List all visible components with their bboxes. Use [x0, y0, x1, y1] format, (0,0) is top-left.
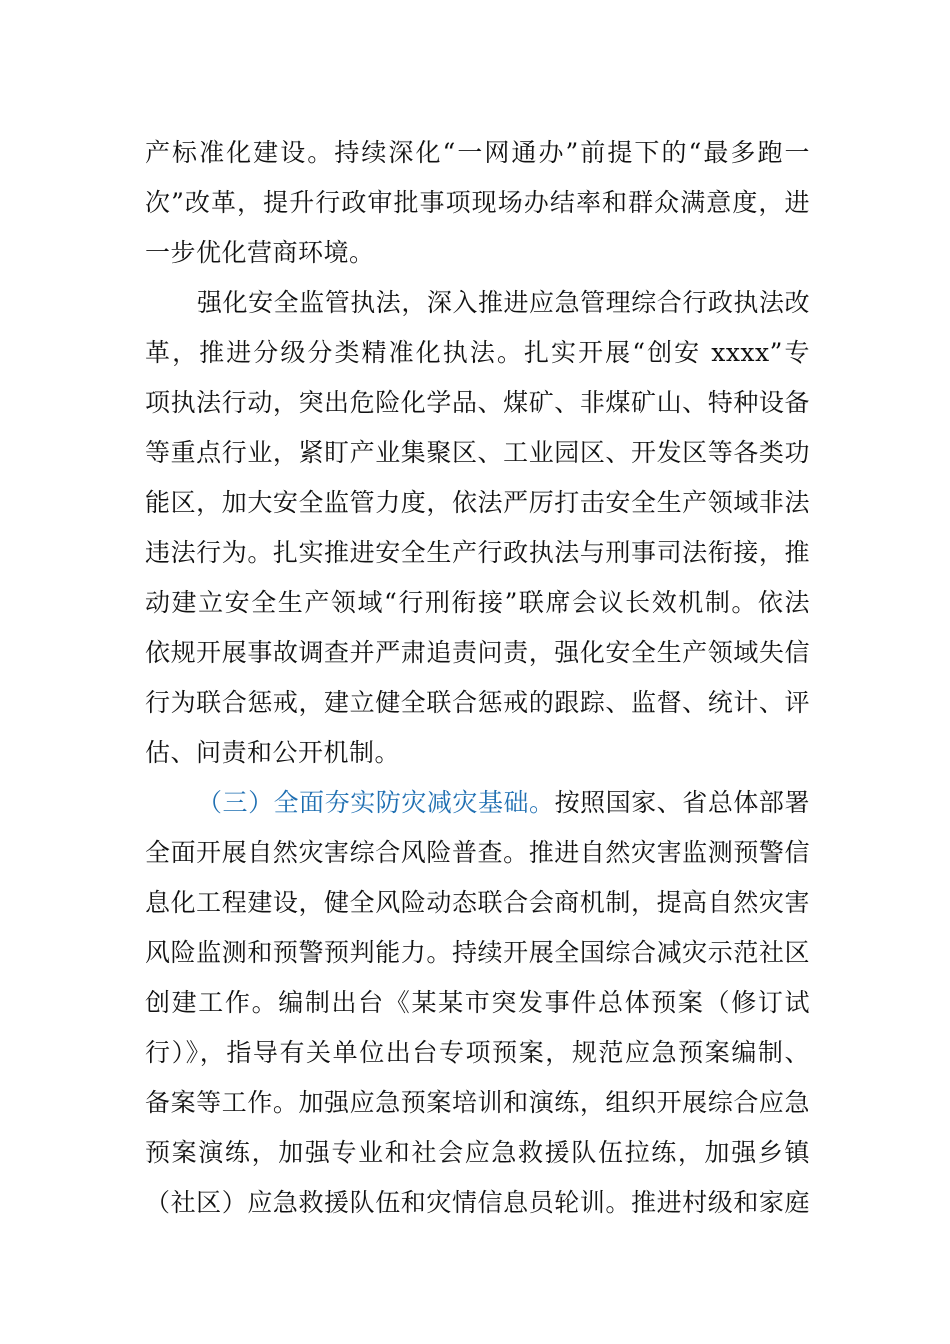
text-line-4: 强化安全监管执法，深入推进应急管理综合行政执法改	[197, 288, 810, 317]
text-line-13: 估、问责和公开机制。	[145, 738, 401, 767]
text-line-11: 依规开展事故调查并严肃追责问责，强化安全生产领域失信	[145, 638, 810, 667]
text-line-21: 预案演练，加强专业和社会应急救援队伍拉练，加强乡镇	[145, 1138, 810, 1167]
text-line-22: （社区）应急救援队伍和灾情信息员轮训。推进村级和家庭	[145, 1188, 810, 1217]
text-line-12: 行为联合惩戒，建立健全联合惩戒的跟踪、监督、统计、评	[145, 688, 810, 717]
text-line-16: 息化工程建设，健全风险动态联合会商机制，提高自然灾害	[145, 888, 810, 917]
section-heading-line	[145, 778, 810, 828]
text-line-1: 产标准化建设。持续深化“一网通办”前提下的“最多跑一	[145, 138, 810, 167]
text-line-2: 次”改革，提升行政审批事项现场办结率和群众满意度，进	[145, 188, 810, 217]
text-line-8: 能区，加大安全监管力度，依法严厉打击安全生产领域非法	[145, 488, 810, 517]
section-heading: （三）全面夯实防灾减灾基础。	[197, 788, 555, 817]
text-line-5: 革，推进分级分类精准化执法。扎实开展“创安 xxxx”专	[145, 338, 810, 367]
text-line-14: 按照国家、省总体部署	[554, 788, 810, 817]
text-line-15: 全面开展自然灾害综合风险普查。推进自然灾害监测预警信	[145, 838, 810, 867]
text-line-20: 备案等工作。加强应急预案培训和演练，组织开展综合应急	[145, 1088, 810, 1117]
text-line-18: 创建工作。编制出台《某某市突发事件总体预案（修订试	[145, 988, 810, 1017]
text-line-3: 一步优化营商环境。	[145, 238, 375, 267]
text-line-6: 项执法行动，突出危险化学品、煤矿、非煤矿山、特种设备	[145, 388, 810, 417]
text-line-17: 风险监测和预警预判能力。持续开展全国综合减灾示范社区	[145, 938, 810, 967]
text-line-7: 等重点行业，紧盯产业集聚区、工业园区、开发区等各类功	[145, 438, 810, 467]
document-body	[145, 128, 810, 1228]
text-line-19: 行）》，指导有关单位出台专项预案，规范应急预案编制、	[145, 1038, 810, 1067]
text-line-9: 违法行为。扎实推进安全生产行政执法与刑事司法衔接，推	[145, 538, 810, 567]
text-line-10: 动建立安全生产领域“行刑衔接”联席会议长效机制。依法	[145, 588, 810, 617]
